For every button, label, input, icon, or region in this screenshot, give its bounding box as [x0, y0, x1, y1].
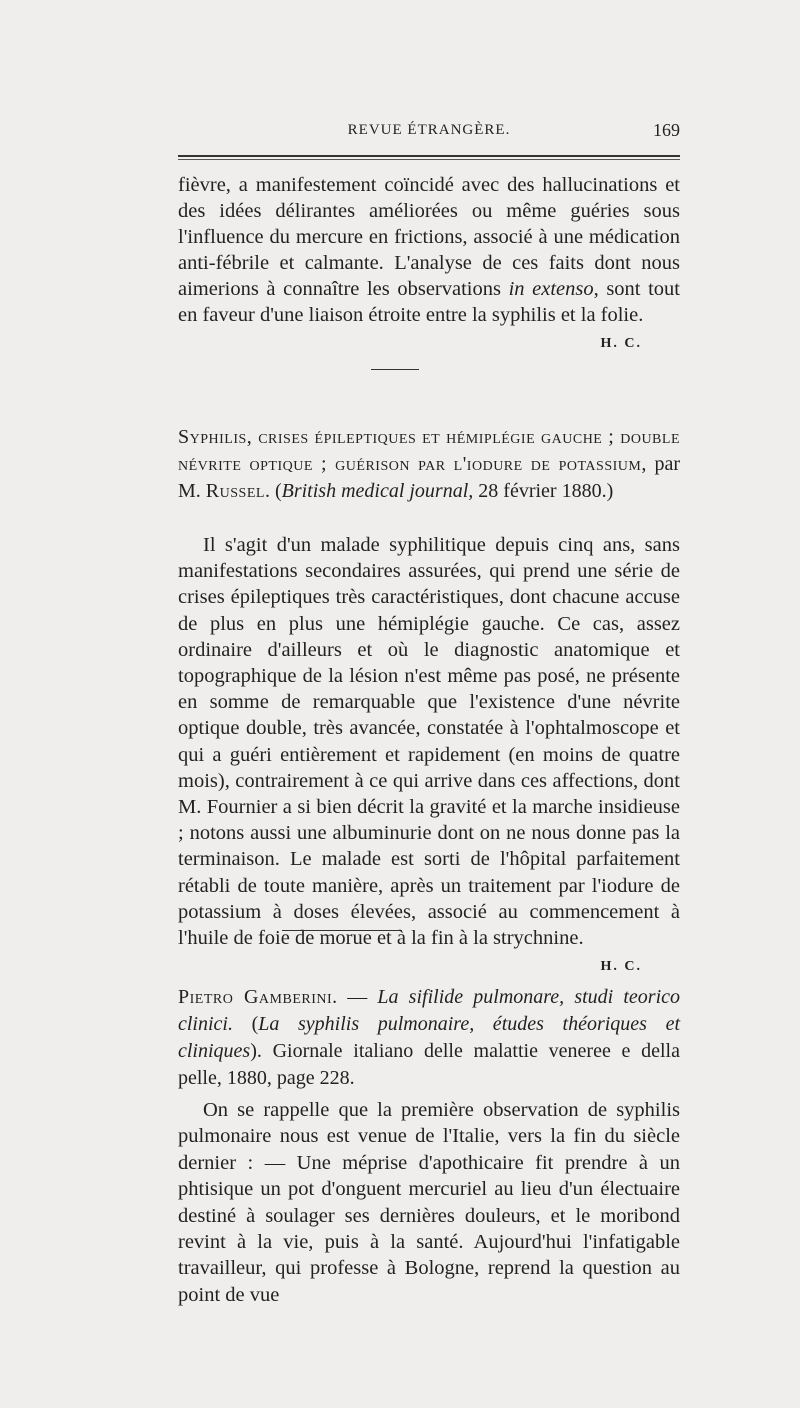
paragraph-text: fièvre, a manifestement coïncidé avec des hallucinations et des idées délirantes améliorées ou même guéries sous l'influence du mercure en frictions, associé à une médication anti-fébrile et calmante. L'analyse de ces faits dont nous aimerions à connaître les observations	[178, 174, 680, 300]
article-source: ). Giornale italiano delle malattie veneree e della pelle, 1880, page 228.	[178, 1040, 680, 1089]
header-rule	[178, 155, 680, 157]
article-title-par: par M.	[178, 453, 680, 502]
article-source-journal: British medical journal,	[281, 480, 474, 502]
article-author: Russel	[205, 480, 265, 502]
header-rule-thin	[178, 159, 680, 160]
article-body-text: On se rappelle que la première observation de syphilis pulmonaire nous est venue de l'Italie, vers la fin du siècle dernier : — Une méprise d'apothicaire fit prendre à un phtisique un pot d'onguent mercuriel au lieu d'un électuaire destiné à soulager ses dernières douleurs, et le moribond revint à la vie, puis à la santé. Aujourd'hui l'infatigable travailleur, qui professe à Bologne, reprend la question au point de vue	[178, 1099, 680, 1306]
article-dash: . —	[332, 986, 378, 1008]
section-separator	[282, 930, 402, 931]
article-title-smallcaps: Syphilis, crises épileptiques et hémiplégie gauche ; double névrite optique ; guérison par l'iodure de potassium,	[178, 426, 680, 475]
article-body-text: Il s'agit d'un malade syphilitique depuis cinq ans, sans manifestations secondaires assurées, qui prend une série de crises épileptiques très caractéristiques, dont chacune accuse de plus en plus une hémiplégie gauche. Ce cas, assez ordinaire d'ailleurs et où le diagnostic anatomique et topographique de la lésion n'est même pas posé, ne présente en somme de remarquable que l'existence d'une névrite optique double, très avancée, constatée à l'ophtalmoscope et qui a guéri entièrement et rapidement (en moins de quatre mois), contrairement à ce qui arrive dans ces affections, dont M. Fournier a si bien décrit la gravité et la marche insidieuse ; notons aussi une albuminurie dont on ne nous donne pas la terminaison. Le malade est sorti de l'hôpital parfaitement rétabli de toute manière, après un traitement par l'iodure de potassium à doses élevées, associé au commencement à l'huile de foie de morue et à la fin à la strychnine.	[178, 534, 680, 950]
signature: H. C.	[600, 959, 642, 975]
article-paren: (	[232, 1013, 259, 1035]
article-source-date: 28 février 1880.)	[473, 480, 614, 502]
article-body	[178, 532, 680, 980]
article-title	[178, 424, 680, 505]
paragraph-italic: in extenso	[508, 278, 594, 300]
article-body	[178, 1097, 680, 1308]
article-title-italian: La sifilide pulmonare, studi teorico clinici.	[178, 986, 680, 1035]
article-author: Pietro Gamberini	[178, 986, 333, 1008]
article-title	[178, 984, 680, 1092]
page-number: 169	[653, 120, 680, 140]
signature: H. C.	[600, 336, 642, 351]
running-title: REVUE ÉTRANGÈRE.	[347, 122, 511, 138]
paragraph-text-end: , sont tout en faveur d'une liaison étroite entre la syphilis et la folie.	[178, 278, 680, 326]
section-separator	[371, 369, 419, 370]
running-header	[178, 118, 680, 142]
article-title-french: La syphilis pulmonaire, études théoriques et cliniques	[178, 1013, 680, 1062]
article-source-open: . (	[264, 480, 282, 502]
continuation-paragraph	[178, 172, 680, 357]
